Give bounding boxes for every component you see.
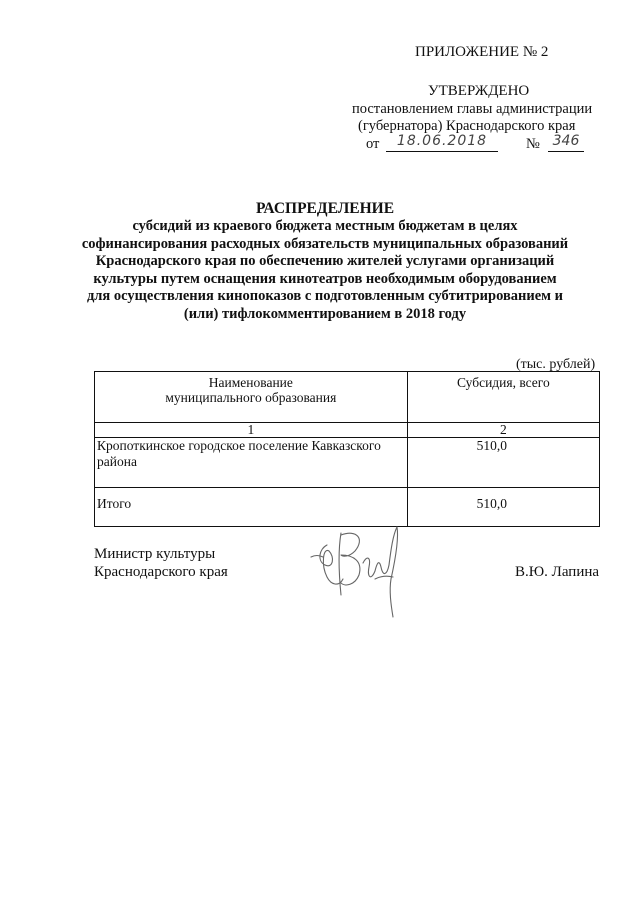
subsidy-table xyxy=(94,371,600,527)
table-row xyxy=(95,438,600,488)
title-line: софинансирования расходных обязательств муниципальных образований xyxy=(81,235,569,252)
column-number: 1 xyxy=(95,423,408,438)
municipality-name xyxy=(95,438,408,488)
table-header-row xyxy=(95,372,600,423)
title-line: культуры путем оснащения кинотеатров необходимым оборудованием xyxy=(93,270,557,287)
decree-number: 346 xyxy=(548,133,584,152)
table-number-row xyxy=(95,423,600,438)
approved-label: УТВЕРЖДЕНО xyxy=(428,83,530,99)
document-title xyxy=(60,200,590,324)
signer-title-line-1: Министр культуры xyxy=(94,546,216,562)
units-label: (тыс. рублей) xyxy=(516,357,596,372)
header-text: Субсидия, всего xyxy=(456,375,550,390)
title-line: РАСПРЕДЕЛЕНИЕ xyxy=(255,200,395,217)
total-label: Итого xyxy=(95,488,408,527)
title-line: субсидий из краевого бюджета местным бюджетам в целях xyxy=(132,218,518,234)
handwritten-signature xyxy=(305,505,410,630)
signer-title-line-2: Краснодарского края xyxy=(94,564,228,580)
title-line: Краснодарского края по обеспечению жителей услугами организаций xyxy=(95,253,555,270)
date-prefix: от xyxy=(366,136,380,152)
subsidy-value: 510,0 xyxy=(407,438,599,488)
header-text: Наименование xyxy=(208,375,293,390)
decree-line-1: постановлением главы администрации xyxy=(352,101,593,117)
header-text: муниципального образования xyxy=(165,390,337,405)
cell-text: района xyxy=(97,454,137,469)
decree-line-2: (губернатора) Краснодарского края xyxy=(358,118,576,134)
decree-date-line xyxy=(366,134,586,154)
title-line: для осуществления кинопоказов с подготовленным субтитрированием и xyxy=(86,288,564,305)
appendix-label: ПРИЛОЖЕНИЕ № 2 xyxy=(415,44,549,60)
decree-date: 18.06.2018 xyxy=(386,133,498,152)
total-value: 510,0 xyxy=(407,488,599,527)
title-line: (или) тифлокомментированием в 2018 году xyxy=(183,305,467,322)
number-prefix: № xyxy=(526,136,540,152)
column-header-subsidy xyxy=(407,372,599,423)
column-number: 2 xyxy=(407,423,599,438)
cell-text: Кропоткинское городское поселение Кавказского xyxy=(97,438,381,453)
column-header-name xyxy=(95,372,408,423)
signer-name: В.Ю. Лапина xyxy=(515,564,600,580)
